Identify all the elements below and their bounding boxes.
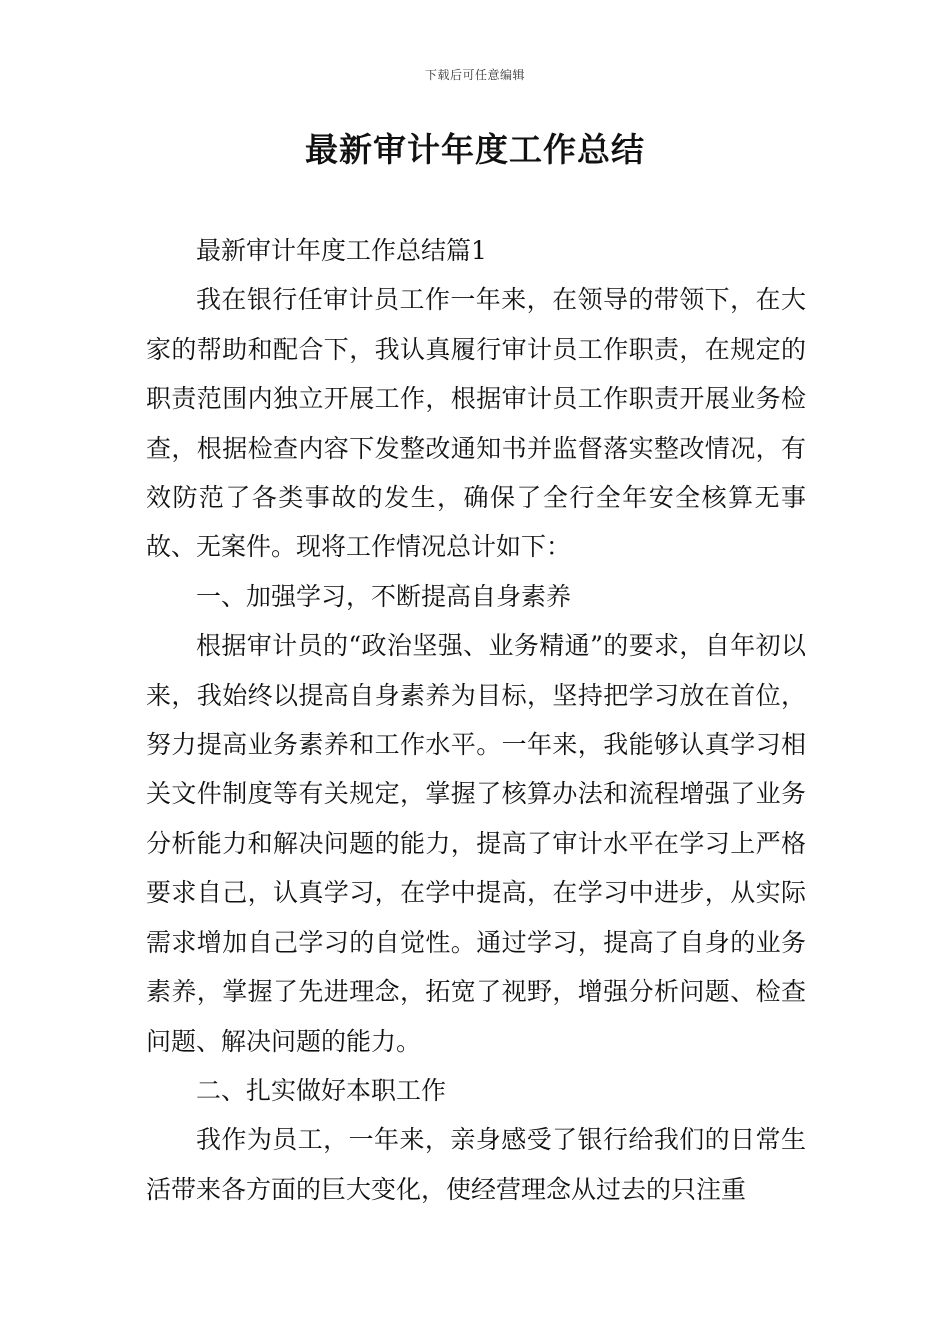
document-body [146, 226, 806, 1214]
section-heading: 二、扎实做好本职工作 [196, 1075, 447, 1105]
paragraph: 根据审计员的“政治坚强、业务精通”的要求，自年初以来，我始终以提高自身素养为目标，坚持把学习放在首位，努力提高业务素养和工作水平。一年来，我能够认真学习相关文件制度等有关规定，掌握了核算办法和流程增强了业务分析能力和解决问题的能力，提高了审计水平在学习上严格要求自己，认真学习，在学中提高，在学习中进步，从实际需求增加自己学习的自觉性。通过学习，提高了自身的业务素养，掌握了先进理念，拓宽了视野，增强分析问题、检查问题、解决问题的能力。 [146, 631, 806, 1056]
paragraph: 我作为员工，一年来，亲身感受了银行给我们的日常生活带来各方面的巨大变化，使经营理念从过去的只注重 [146, 1125, 806, 1204]
document-title: 最新审计年度工作总结 [305, 130, 645, 169]
section-heading: 最新审计年度工作总结篇1 [196, 236, 487, 265]
header-note: 下载后可任意编辑 [424, 68, 525, 82]
section-heading: 一、加强学习，不断提高自身素养 [196, 581, 572, 611]
paragraph: 我在银行任审计员工作一年来，在领导的带领下，在大家的帮助和配合下，我认真履行审计员工作职责，在规定的职责范围内独立开展工作，根据审计员工作职责开展业务检查，根据检查内容下发整改通知书并监督落实整改情况，有效防范了各类事故的发生，确保了全行全年安全核算无事故、无案件。现将工作情况总计如下： [146, 285, 806, 562]
